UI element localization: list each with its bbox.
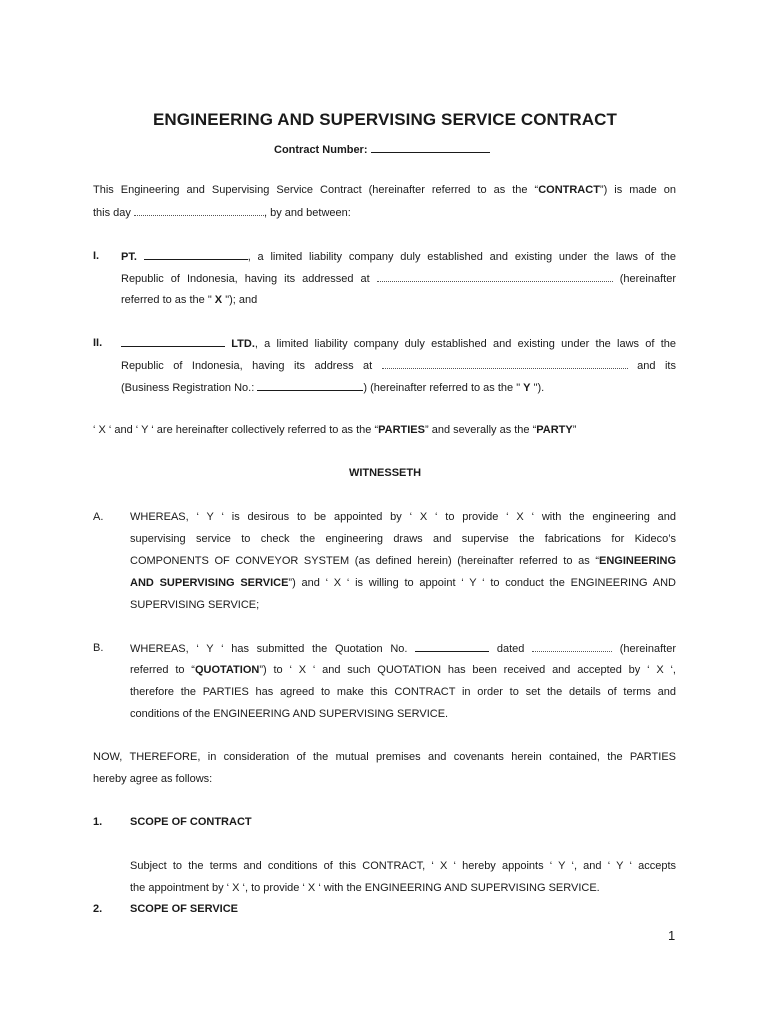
party-2-y: Y bbox=[523, 382, 531, 394]
party-1-name-blank bbox=[144, 250, 248, 260]
clause-b-text-1b: dated bbox=[496, 643, 525, 655]
section-2-number: 2. bbox=[93, 903, 103, 915]
clause-b-text-1c: (hereinafter bbox=[619, 643, 677, 655]
party-1-address-blank bbox=[377, 272, 613, 282]
clause-a-line-2: supervising service to check the engineering draws and supervise the fabrications for Kideco’s bbox=[130, 533, 676, 545]
date-blank bbox=[134, 206, 264, 216]
clause-a-engineering-term: ENGINEERING bbox=[598, 555, 676, 567]
contract-number-blank bbox=[371, 143, 490, 153]
business-registration-blank bbox=[257, 381, 363, 391]
party-1-text-2b: (hereinafter bbox=[619, 273, 677, 285]
party-1-number: I. bbox=[93, 250, 100, 262]
quotation-number-blank bbox=[415, 642, 489, 652]
intro-line-1 bbox=[93, 184, 676, 197]
witnesseth-heading: WITNESSETH bbox=[348, 467, 422, 479]
party-1-text-2a: Republic of Indonesia, having its addressed at bbox=[121, 273, 370, 285]
contract-number-line bbox=[274, 143, 490, 157]
party-2-text-1: , a limited liability company duly established and existing under the laws of the bbox=[254, 338, 676, 350]
party-2-line-3 bbox=[121, 381, 544, 395]
clause-b-text-2a: referred to “ bbox=[130, 664, 195, 676]
party-2-text-2a: Republic of Indonesia, having its address at bbox=[121, 360, 373, 372]
quotation-term: QUOTATION bbox=[194, 664, 260, 676]
clause-b-letter: B. bbox=[93, 642, 104, 654]
section-2-heading: SCOPE OF SERVICE bbox=[130, 903, 238, 915]
clause-a-line-3 bbox=[130, 555, 676, 568]
clause-a-line-5: SUPERVISING SERVICE; bbox=[130, 599, 260, 611]
collective-text-c: ” and severally as the “ bbox=[424, 424, 537, 436]
intro-contract-term: CONTRACT bbox=[538, 184, 600, 196]
clause-b-text-2c: ”) to ‘ X ‘ and such QUOTATION has been received and accepted by ‘ X ‘, bbox=[259, 664, 676, 676]
section-1-line-2: the appointment by ‘ X ‘, to provide ‘ X ‘ with the ENGINEERING AND SUPERVISING SERVICE. bbox=[130, 882, 600, 894]
intro-line-2 bbox=[93, 206, 351, 220]
party-1-line-3 bbox=[121, 294, 257, 307]
clause-a-letter: A. bbox=[93, 511, 104, 523]
section-1-line-1: Subject to the terms and conditions of this CONTRACT, ‘ X ‘ hereby appoints ‘ Y ‘, and ‘ Y ‘ accepts bbox=[130, 860, 676, 872]
clause-a-line-4 bbox=[130, 577, 676, 590]
contract-number-label: Contract Number: bbox=[274, 144, 368, 156]
party-2-text-3b: ) (hereinafter referred to as the " bbox=[363, 382, 524, 394]
party-2-text-3a: (Business Registration No.: bbox=[121, 382, 255, 394]
clause-b-line-1 bbox=[130, 642, 676, 656]
document-title: ENGINEERING AND SUPERVISING SERVICE CONTRACT bbox=[152, 110, 618, 129]
party-1-pt: PT. bbox=[121, 251, 137, 263]
party-2-line-1 bbox=[121, 337, 676, 351]
section-1-number: 1. bbox=[93, 816, 103, 828]
party-2-number: II. bbox=[93, 337, 103, 349]
clause-a-service-term: AND SUPERVISING SERVICE bbox=[130, 577, 289, 589]
clause-a-text-4b: ”) and ‘ X ‘ is willing to appoint ‘ Y ‘ to conduct the ENGINEERING AND bbox=[288, 577, 676, 589]
quotation-date-blank bbox=[532, 642, 612, 652]
intro-text-1c: ”) is made on bbox=[599, 184, 676, 196]
party-term: PARTY bbox=[536, 424, 573, 436]
clause-b-line-4: conditions of the ENGINEERING AND SUPERVISING SERVICE. bbox=[130, 708, 449, 720]
parties-term: PARTIES bbox=[378, 424, 425, 436]
party-1-x: X bbox=[214, 294, 223, 306]
clause-a-line-1: WHEREAS, ‘ Y ‘ is desirous to be appointed by ‘ X ‘ to provide ‘ X ‘ with the engineering and bbox=[130, 511, 676, 523]
clause-b-text-1a: WHEREAS, ‘ Y ‘ has submitted the Quotation No. bbox=[130, 643, 408, 655]
intro-text-1a: This Engineering and Supervising Service Contract (hereinafter referred to as the “ bbox=[93, 184, 539, 196]
intro-text-2b: , by and between: bbox=[263, 207, 351, 219]
now-therefore-line-2: hereby agree as follows: bbox=[93, 773, 213, 785]
collective-text-a: ‘ X ‘ and ‘ Y ‘ are hereinafter collectively referred to as the “ bbox=[93, 424, 379, 436]
clause-a-text-3a: COMPONENTS OF CONVEYOR SYSTEM (as defined herein) (hereinafter referred to as “ bbox=[130, 555, 599, 567]
collective-text-e: ” bbox=[572, 424, 577, 436]
clause-b-line-3: therefore the PARTIES has agreed to make this CONTRACT in order to set the details of terms and bbox=[130, 686, 676, 698]
page-number: 1 bbox=[668, 928, 676, 943]
party-2-ltd: LTD. bbox=[231, 338, 255, 350]
party-1-line-2 bbox=[121, 272, 676, 286]
clause-b-line-2 bbox=[130, 664, 676, 677]
party-1-text-3c: "); and bbox=[222, 294, 258, 306]
party-1-text-3a: referred to as the " bbox=[121, 294, 215, 306]
party-1-line-1 bbox=[121, 250, 676, 264]
party-1-text-1: , a limited liability company duly established and existing under the laws of the bbox=[247, 251, 676, 263]
now-therefore-line-1: NOW, THEREFORE, in consideration of the mutual premises and covenants herein contained, the PARTIES bbox=[93, 751, 676, 763]
party-2-text-3d: "). bbox=[530, 382, 545, 394]
party-2-name-blank bbox=[121, 337, 225, 347]
party-2-text-2b: and its bbox=[637, 360, 676, 372]
intro-text-2a: this day bbox=[93, 207, 131, 219]
party-2-address-blank bbox=[382, 359, 628, 369]
section-1-heading: SCOPE OF CONTRACT bbox=[130, 816, 252, 828]
party-2-line-2 bbox=[121, 359, 676, 373]
collective-definition bbox=[93, 424, 576, 437]
